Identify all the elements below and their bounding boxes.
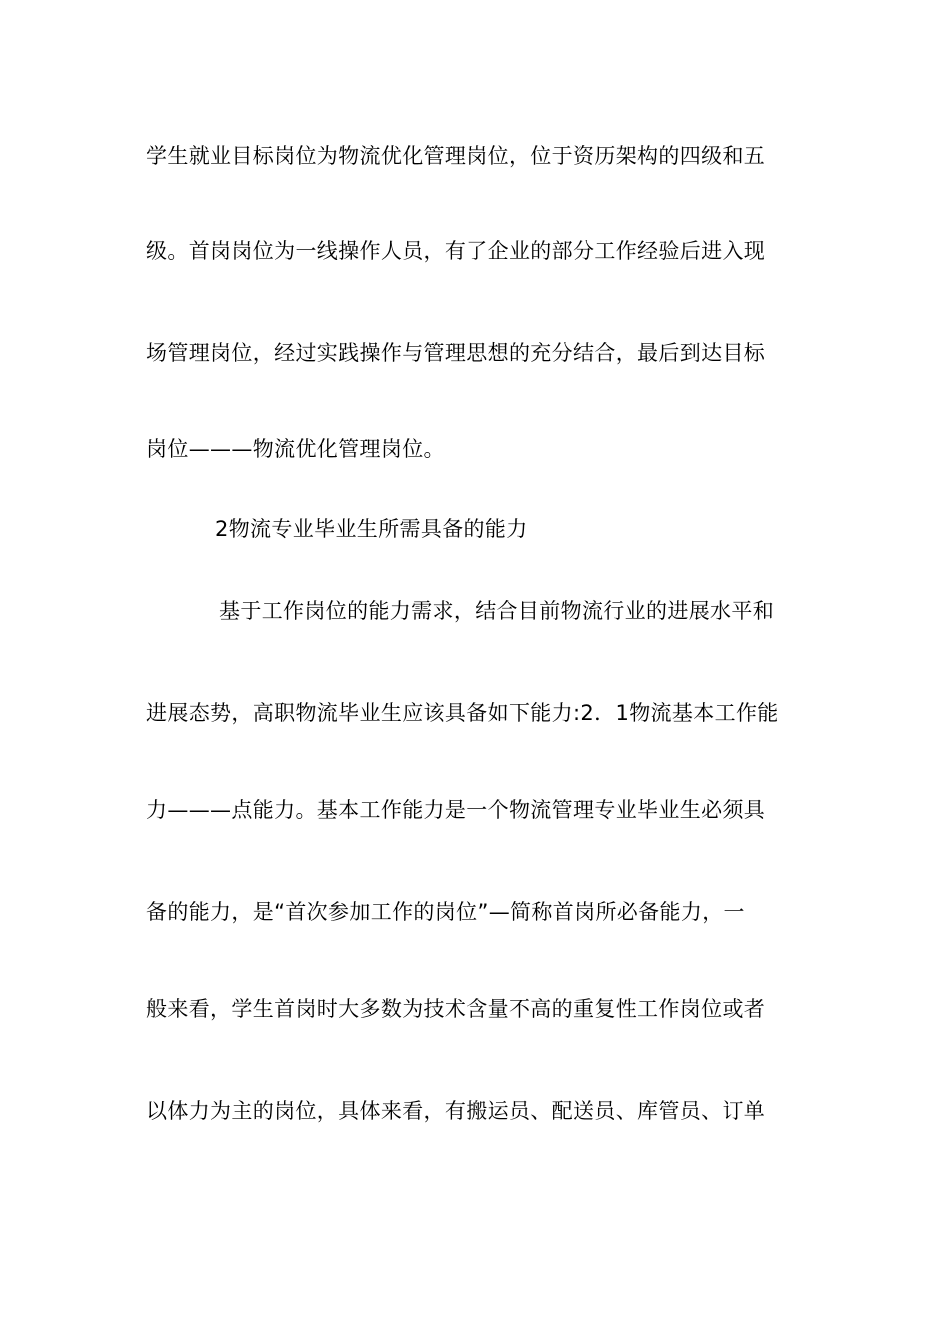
body-text-line: 场管理岗位，经过实践操作与管理思想的充分结合，最后到达目标 [146,341,766,365]
body-text-line: 级。首岗岗位为一线操作人员，有了企业的部分工作经验后进入现 [146,239,766,263]
body-text-line: 岗位———物流优化管理岗位。 [146,437,445,461]
body-text-line: 般来看，学生首岗时大多数为技术含量不高的重复性工作岗位或者 [146,997,766,1021]
body-text-line: 以体力为主的岗位，具体来看，有搬运员、配送员、库管员、订单 [146,1099,766,1123]
body-text-line: 力———点能力。基本工作能力是一个物流管理专业毕业生必须具 [146,798,766,822]
body-text-line: 学生就业目标岗位为物流优化管理岗位，位于资历架构的四级和五 [146,144,766,168]
body-text-line: 进展态势，高职物流毕业生应该具备如下能力:2．1物流基本工作能 [146,701,779,725]
section-heading: 2物流专业毕业生所需具备的能力 [215,517,528,541]
paragraph-first-line: 基于工作岗位的能力需求，结合目前物流行业的进展水平和 [219,599,775,623]
body-text-line: 备的能力，是“首次参加工作的岗位”—简称首岗所必备能力，一 [146,900,745,924]
